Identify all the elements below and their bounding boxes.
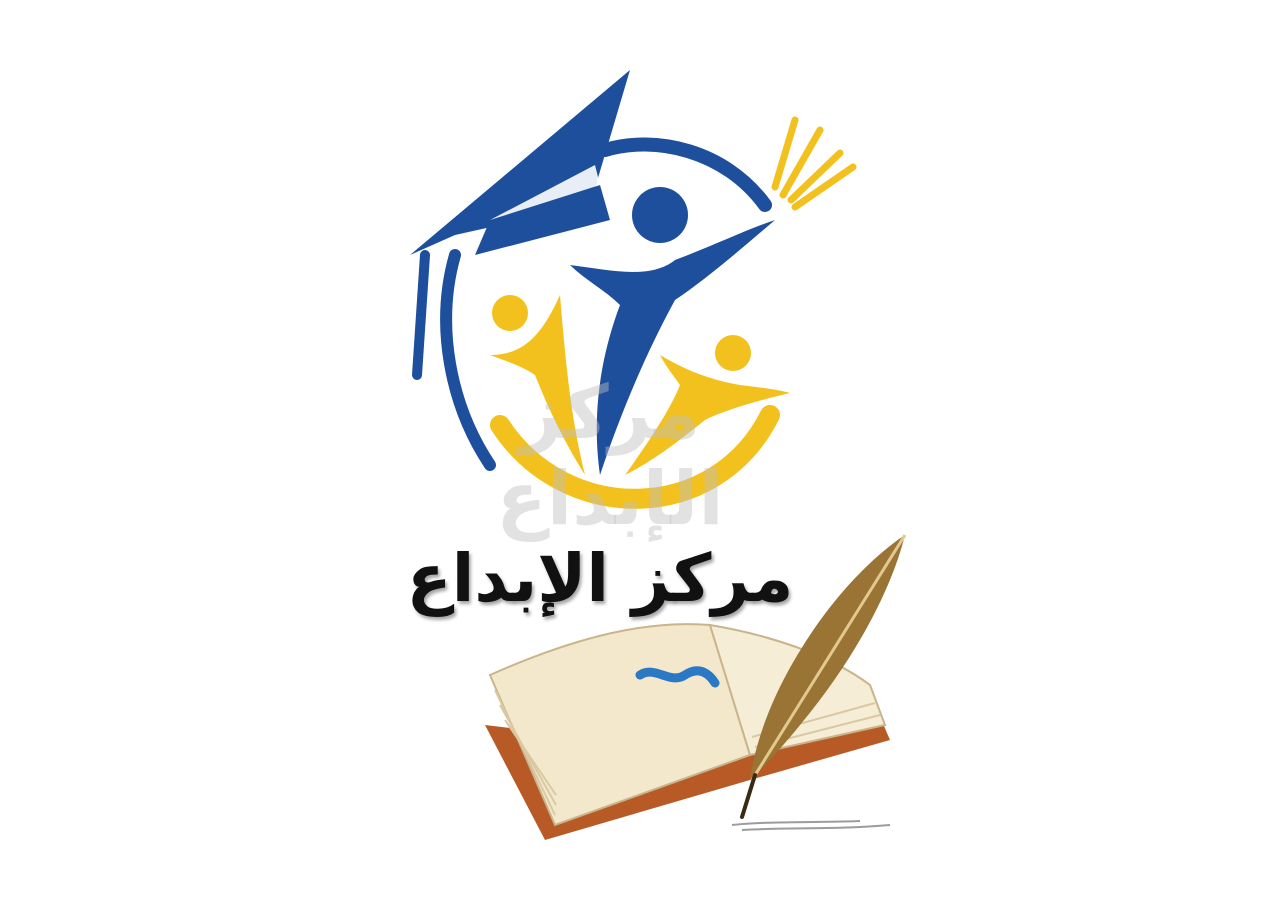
tassel-cord <box>417 255 425 375</box>
blue-arc <box>605 145 765 205</box>
open-book-icon <box>470 525 920 855</box>
yellow-figure-left-head <box>492 295 528 331</box>
ink-scribble <box>732 821 890 830</box>
watermark-text: مركز الإبداع <box>496 370 724 542</box>
brand-title: مركز الإبداع <box>406 540 794 617</box>
sparkle-rays <box>775 120 853 207</box>
blue-figure-head <box>632 187 688 243</box>
yellow-figure-right-head <box>715 335 751 371</box>
